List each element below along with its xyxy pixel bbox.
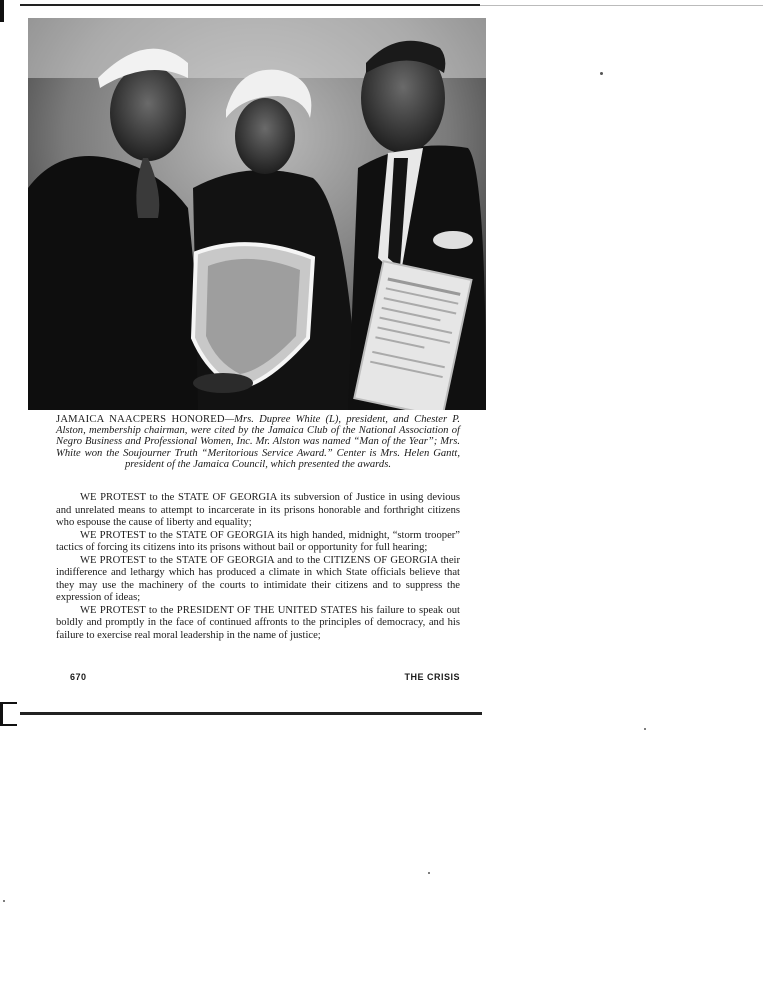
page-footer [56,672,460,686]
scan-speck [644,728,646,730]
bottom-scan-rule [0,698,490,728]
top-scan-rule [0,0,763,8]
photo-caption [56,414,460,470]
caption-headline: JAMAICA NAACPERS HONORED [56,414,225,425]
scan-speck [3,900,5,902]
protest-paragraph: WE PROTEST to the STATE OF GEORGIA and to the CITIZENS OF GEORGIA their indifference and lethargy which has produced a climate in which State officials believe that they may use the machinery of the courts to intimidate their citizens and to suppress the expression of ideas; [56,554,460,603]
protest-paragraph: WE PROTEST to the STATE OF GEORGIA its high handed, midnight, “storm trooper” tactics of forcing its citizens into its prisons without bail or opportunity for full hearing; [56,529,460,553]
scan-speck [600,72,603,75]
top-rule-light [480,5,763,6]
magazine-name: THE CRISIS [404,672,460,682]
corner-mark [0,0,4,22]
protest-paragraph: WE PROTEST to the PRESIDENT OF THE UNITED STATES his failure to speak out boldly and promptly in the face of continued affronts to the principles of democracy, and his failure to exercise real moral leadership in the name of justice; [56,604,460,641]
protest-paragraph: WE PROTEST to the STATE OF GEORGIA its subversion of Justice in using devious and unrelated means to attempt to incarcerate in its prisons honorable and forthright citizens who espouse the cause of liberty and equality; [56,492,460,528]
bracket-mark [0,702,17,726]
top-rule-dark [20,4,480,6]
page-number: 670 [70,672,87,682]
caption-text: —Mrs. Dupree White (L), president, and Chester P. Alston, membership chairman, were cited by the Jamaica Club of the National Association of Negro Business and Professional Women, Inc. Mr. Alston was named “Man of the Year”; Mrs. White won the Soujourner Truth “Meritorious Service Award.” Center is Mrs. Helen Gantt, president of the Jamaica Council, which presented the awards. [56,414,460,470]
scan-speck [428,872,430,874]
bottom-rule [20,712,482,715]
award-photograph [28,18,486,410]
article-body [56,492,460,642]
